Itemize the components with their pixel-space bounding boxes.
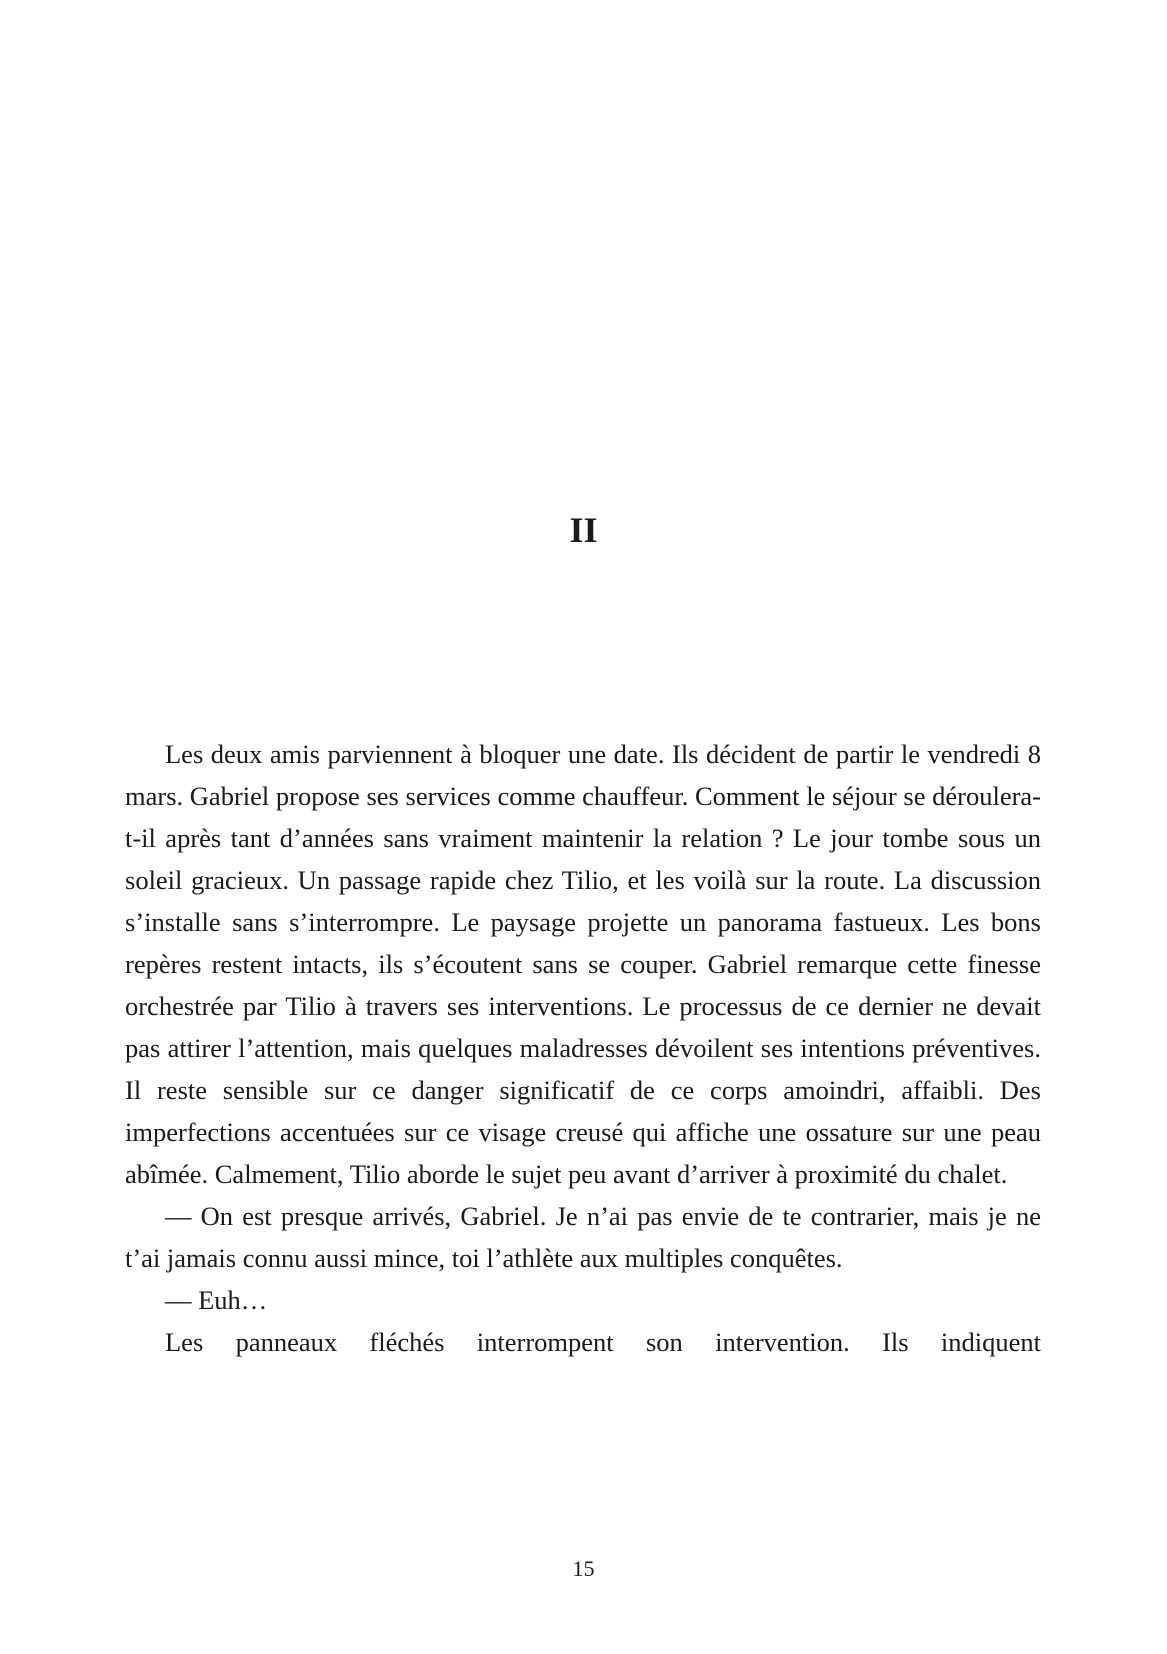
paragraph: Les deux amis parviennent à bloquer une date. Ils décident de partir le vendredi 8 mars. Gabriel propose ses services comme chauffeur. Comment le séjour se déroulera-t-il après tant d’années sans vraiment maintenir la relation ? Le jour tombe sous un soleil gracieux. Un passage rapide chez Tilio, et les voilà sur la route. La discussion s’installe sans s’interrompre. Le paysage projette un panorama fastueux. Les bons repères restent intacts, ils s’écoutent sans se couper. Gabriel remarque cette finesse orchestrée par Tilio à travers ses interventions. Le processus de ce dernier ne devait pas attirer l’attention, mais quelques maladresses dévoilent ses intentions préventives. Il reste sensible sur ce danger significatif de ce corps amoindri, affaibli. Des imperfections accentuées sur ce visage creusé qui affiche une ossature sur une peau abîmée. Calmement, Tilio aborde le sujet peu avant d’arriver à proximité du chalet. <box>125 739 1041 1189</box>
page-number: 15 <box>572 1556 595 1581</box>
paragraph: Les panneaux fléchés interrompent son intervention. Ils indiquent <box>165 1327 1041 1357</box>
body-text <box>125 733 1041 1363</box>
chapter-title: II <box>569 510 598 550</box>
dialogue-line: — On est presque arrivés, Gabriel. Je n’ai pas envie de te contrarier, mais je ne t’ai jamais connu aussi mince, toi l’athlète aux multiples conquêtes. <box>125 1201 1041 1273</box>
dialogue-line: — Euh… <box>165 1285 268 1315</box>
